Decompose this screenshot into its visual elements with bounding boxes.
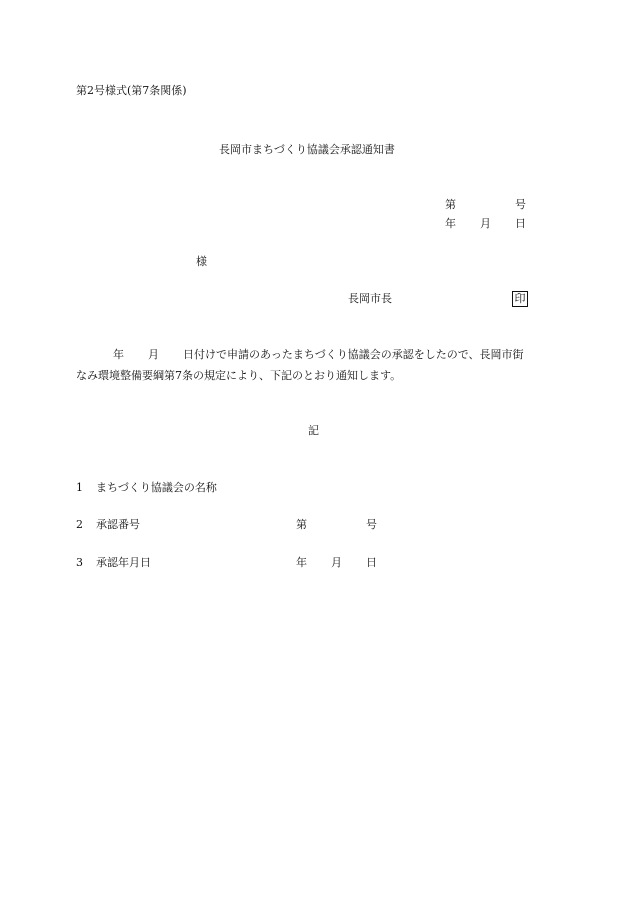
item-2-label: 承認番号 [96,518,140,531]
doc-date-month: 月 [480,217,491,230]
item-2-suffix: 号 [366,518,377,531]
item-2-number: 2 [76,518,83,531]
item-1-number: 1 [76,481,83,494]
document-title: 長岡市まちづくり協議会承認通知書 [219,143,395,156]
item-1-label: まちづくり協議会の名称 [96,481,217,494]
body-year: 年 [113,348,124,361]
item-3-label: 承認年月日 [96,556,151,569]
doc-date-year: 年 [445,217,456,230]
item-3-number: 3 [76,556,83,569]
recipient-suffix: 様 [196,255,207,268]
item-3-year: 年 [296,556,307,569]
doc-number-prefix: 第 [445,198,456,211]
item-2-prefix: 第 [296,518,307,531]
body-line1-rest: 日付けで申請のあったまちづくり協議会の承認をしたので、長岡市街 [183,348,524,361]
body-month: 月 [148,348,159,361]
item-3-month: 月 [331,556,342,569]
seal-mark: 印 [512,291,528,307]
doc-number-suffix: 号 [515,198,526,211]
item-3-day: 日 [366,556,377,569]
issuer-title: 長岡市長 [348,292,392,305]
form-label: 第2号様式(第7条関係) [76,84,187,97]
ki-heading: 記 [308,424,319,437]
doc-date-day: 日 [515,217,526,230]
body-line2: なみ環境整備要綱第7条の規定により、下記のとおり通知します。 [76,369,402,382]
